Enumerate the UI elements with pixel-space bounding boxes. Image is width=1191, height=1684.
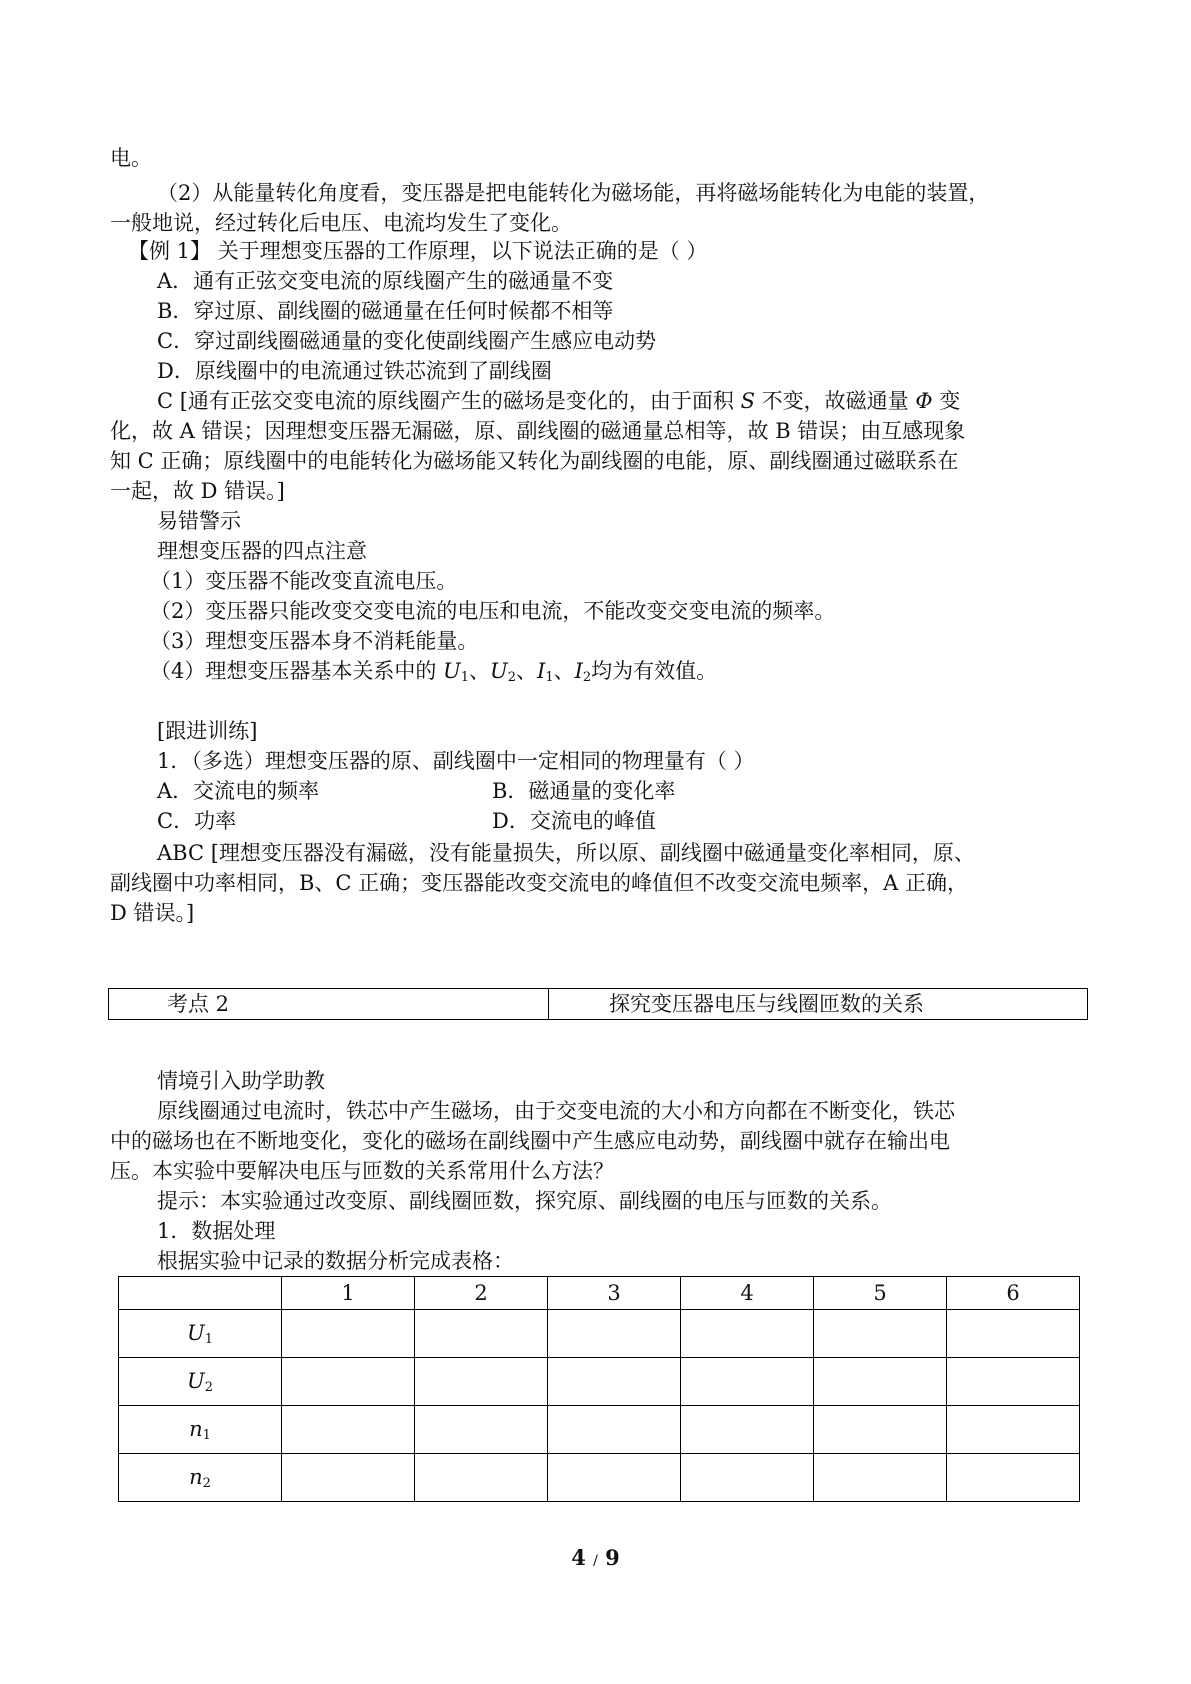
- table-cell[interactable]: [548, 1358, 681, 1406]
- text-line: 压。本实验中要解决电压与匝数的关系常用什么方法？: [110, 1159, 614, 1183]
- kaodian-box: [108, 988, 1088, 1020]
- table-corner-cell: [119, 1277, 282, 1310]
- table-cell[interactable]: [681, 1310, 814, 1358]
- table-header-row: [119, 1277, 1080, 1310]
- table-header-cell: 6: [947, 1277, 1080, 1310]
- row-label: $U_1$: [119, 1310, 282, 1358]
- text-line: 电。: [110, 146, 152, 170]
- option-a: A．通有正弦交变电流的原线圈产生的磁通量不变: [157, 269, 614, 293]
- table-header-cell: 5: [814, 1277, 947, 1310]
- table-cell[interactable]: [282, 1358, 415, 1406]
- table-cell[interactable]: [814, 1454, 947, 1502]
- text-line: 一般地说，经过转化后电压、电流均发生了变化。: [110, 211, 572, 235]
- training-heading: [跟进训练]: [157, 719, 258, 743]
- text-line: 副线圈中功率相同，B、C 正确；变压器能改变交流电的峰值但不改变交流电频率，A 正确，: [110, 871, 969, 895]
- table-cell[interactable]: [415, 1310, 548, 1358]
- text-line: 根据实验中记录的数据分析完成表格：: [157, 1249, 514, 1273]
- table-header-cell: 1: [282, 1277, 415, 1310]
- hint-line: 提示：本实验通过改变原、副线圈匝数，探究原、副线圈的电压与匝数的关系。: [157, 1189, 892, 1213]
- option-b: B．穿过原、副线圈的磁通量在任何时候都不相等: [157, 299, 614, 323]
- table-cell[interactable]: [681, 1358, 814, 1406]
- table-row: [119, 1310, 1080, 1358]
- option-row: A．交流电的频率 B．磁通量的变化率: [157, 779, 676, 803]
- text-line: 中的磁场也在不断地变化，变化的磁场在副线圈中产生感应电动势，副线圈中就存在输出电: [110, 1129, 950, 1153]
- table-cell[interactable]: [415, 1454, 548, 1502]
- table-cell[interactable]: [681, 1406, 814, 1454]
- table-cell[interactable]: [282, 1454, 415, 1502]
- row-label: $U_2$: [119, 1358, 282, 1406]
- table-header-cell: 3: [548, 1277, 681, 1310]
- text-line: 知 C 正确；原线圈中的电能转化为磁场能又转化为副线圈的电能，原、副线圈通过磁联系在: [110, 449, 959, 473]
- table-cell[interactable]: [947, 1454, 1080, 1502]
- table-row: [119, 1406, 1080, 1454]
- table-cell[interactable]: [548, 1454, 681, 1502]
- text-line: （3）理想变压器本身不消耗能量。: [150, 629, 479, 653]
- option-d: D．原线圈中的电流通过铁芯流到了副线圈: [157, 359, 552, 383]
- text-line: D 错误。]: [110, 901, 195, 925]
- text-line: （2）变压器只能改变交变电流的电压和电流，不能改变交变电流的频率。: [150, 599, 836, 623]
- answer-line: C [通有正弦交变电流的原线圈产生的磁场是变化的，由于面积 S 不变，故磁通量 Φ 变: [157, 389, 961, 413]
- table-header-cell: 2: [415, 1277, 548, 1310]
- table-row: [119, 1454, 1080, 1502]
- table-header-cell: 4: [681, 1277, 814, 1310]
- example-question: 【例 1】 关于理想变压器的工作原理，以下说法正确的是（ ）: [128, 239, 708, 263]
- table-row: [119, 1358, 1080, 1406]
- row-label: $n_1$: [119, 1406, 282, 1454]
- option-c: C．穿过副线圈磁通量的变化使副线圈产生感应电动势: [157, 329, 657, 353]
- text-line: （2）从能量转化角度看，变压器是把电能转化为磁场能，再将磁场能转化为电能的装置，: [157, 181, 990, 205]
- kaodian-title: 探究变压器电压与线圈匝数的关系: [609, 992, 924, 1016]
- exercise-question: 1．（多选）理想变压器的原、副线圈中一定相同的物理量有（ ）: [157, 749, 755, 773]
- row-label: $n_2$: [119, 1454, 282, 1502]
- table-cell[interactable]: [415, 1406, 548, 1454]
- section-heading: 情境引入助学助教: [157, 1069, 325, 1093]
- table-cell[interactable]: [681, 1454, 814, 1502]
- table-cell[interactable]: [814, 1310, 947, 1358]
- text-line: （4）理想变压器基本关系中的 $U_1$、$U_2$、$I_1$、$I_2$均为有效值。: [150, 659, 718, 685]
- answer-line: ABC [理想变压器没有漏磁，没有能量损失，所以原、副线圈中磁通量变化率相同，原、: [157, 841, 975, 865]
- table-cell[interactable]: [814, 1406, 947, 1454]
- text-line: 化，故 A 错误；因理想变压器无漏磁，原、副线圈的磁通量总相等，故 B 错误；由互感现象: [110, 419, 966, 443]
- text-line: 理想变压器的四点注意: [157, 539, 367, 563]
- table-cell[interactable]: [282, 1406, 415, 1454]
- text-line: 一起，故 D 错误。]: [110, 479, 285, 503]
- page-number: 4 / 9: [571, 1545, 620, 1570]
- text-line: （1）变压器不能改变直流电压。: [150, 569, 458, 593]
- table-cell[interactable]: [814, 1358, 947, 1406]
- table-cell[interactable]: [282, 1310, 415, 1358]
- table-cell[interactable]: [548, 1406, 681, 1454]
- table-cell[interactable]: [548, 1310, 681, 1358]
- text-line: 1．数据处理: [157, 1219, 276, 1243]
- table-cell[interactable]: [947, 1358, 1080, 1406]
- data-table: [118, 1276, 1080, 1502]
- table-cell[interactable]: [947, 1310, 1080, 1358]
- text-line: 原线圈通过电流时，铁芯中产生磁场，由于交变电流的大小和方向都在不断变化，铁芯: [157, 1099, 955, 1123]
- kaodian-label: 考点 2: [109, 989, 549, 1019]
- warning-heading: 易错警示: [157, 509, 241, 533]
- option-row: C．功率 D．交流电的峰值: [157, 809, 656, 833]
- table-cell[interactable]: [947, 1406, 1080, 1454]
- table-cell[interactable]: [415, 1358, 548, 1406]
